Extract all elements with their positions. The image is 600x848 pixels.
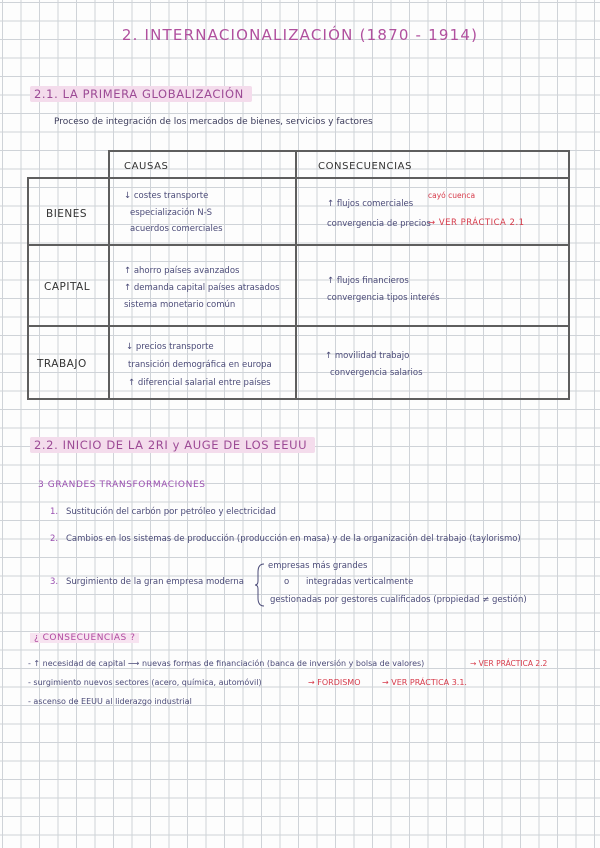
item-number: 3.	[50, 577, 59, 587]
cell-causa: ↑ ahorro países avanzados	[124, 266, 240, 276]
row-label-capital: CAPITAL	[44, 281, 91, 293]
cell-consecuencia: ↑ flujos comerciales	[327, 199, 414, 209]
consequences-heading: ¿ CONSECUENCIAS ?	[30, 633, 139, 643]
cell-causa: ↑ diferencial salarial entre países	[128, 378, 271, 388]
section-1-heading: 2.1. LA PRIMERA GLOBALIZACIÓN	[30, 86, 252, 102]
practice-reference: → VER PRÁCTICA 2.2	[470, 659, 548, 668]
empresa-connector: o	[284, 577, 290, 587]
column-header-consecuencias: CONSECUENCIAS	[318, 161, 413, 172]
empresa-feature: empresas más grandes	[268, 561, 368, 571]
cell-causa: sistema monetario común	[124, 300, 236, 310]
cell-consecuencia: ↑ flujos financieros	[327, 276, 409, 286]
note-annotation: cayó cuenca	[428, 191, 476, 200]
row-label-bienes: BIENES	[46, 208, 88, 220]
cell-causa: acuerdos comerciales	[130, 224, 223, 234]
section-1-intro: Proceso de integración de los mercados de bienes, servicios y factores	[54, 117, 373, 127]
practice-reference: → VER PRÁCTICA 2.1	[428, 218, 525, 228]
cell-consecuencia: convergencia salarios	[330, 368, 423, 378]
row-label-trabajo: TRABAJO	[37, 358, 87, 370]
cell-consecuencia: convergencia de precios	[327, 219, 431, 229]
brace-icon	[254, 562, 266, 608]
transformation-item: Sustitución del carbón por petróleo y electricidad	[66, 507, 276, 517]
page-title: 2. INTERNACIONALIZACIÓN (1870 - 1914)	[121, 26, 479, 44]
empresa-feature: integradas verticalmente	[306, 577, 414, 587]
cell-consecuencia: convergencia tipos interés	[327, 293, 440, 303]
cell-causa: ↓ costes transporte	[124, 191, 209, 201]
consequence-item: - surgimiento nuevos sectores (acero, química, automóvil)	[28, 678, 262, 687]
consequence-item: - ascenso de EEUU al liderazgo industrial	[28, 697, 192, 706]
cell-causa: especialización N-S	[130, 208, 213, 218]
column-header-causas: CAUSAS	[124, 161, 169, 172]
item-number: 1.	[50, 507, 59, 517]
cell-causa: transición demográfica en europa	[128, 360, 272, 370]
practice-reference: → VER PRÁCTICA 3.1.	[382, 678, 467, 687]
empresa-feature: gestionadas por gestores cualificados (propiedad ≠ gestión)	[270, 595, 527, 605]
section-2-heading: 2.2. INICIO DE LA 2RI y AUGE DE LOS EEUU	[30, 437, 315, 453]
consequence-item: - ↑ necesidad de capital ⟶ nuevas formas de financiación (banca de inversión y bolsa de valores)	[28, 659, 425, 668]
cell-causa: ↓ precios transporte	[126, 342, 214, 352]
item-number: 2.	[50, 534, 59, 544]
cell-causa: ↑ demanda capital países atrasados	[124, 283, 280, 293]
cell-consecuencia: ↑ movilidad trabajo	[325, 351, 410, 361]
transformations-heading: 3 GRANDES TRANSFORMACIONES	[38, 480, 206, 490]
transformation-item: Surgimiento de la gran empresa moderna	[66, 577, 244, 587]
transformation-item: Cambios en los sistemas de producción (producción en masa) y de la organización del trabajo (taylorismo)	[66, 534, 521, 544]
fordismo-reference: → FORDISMO	[308, 678, 361, 687]
